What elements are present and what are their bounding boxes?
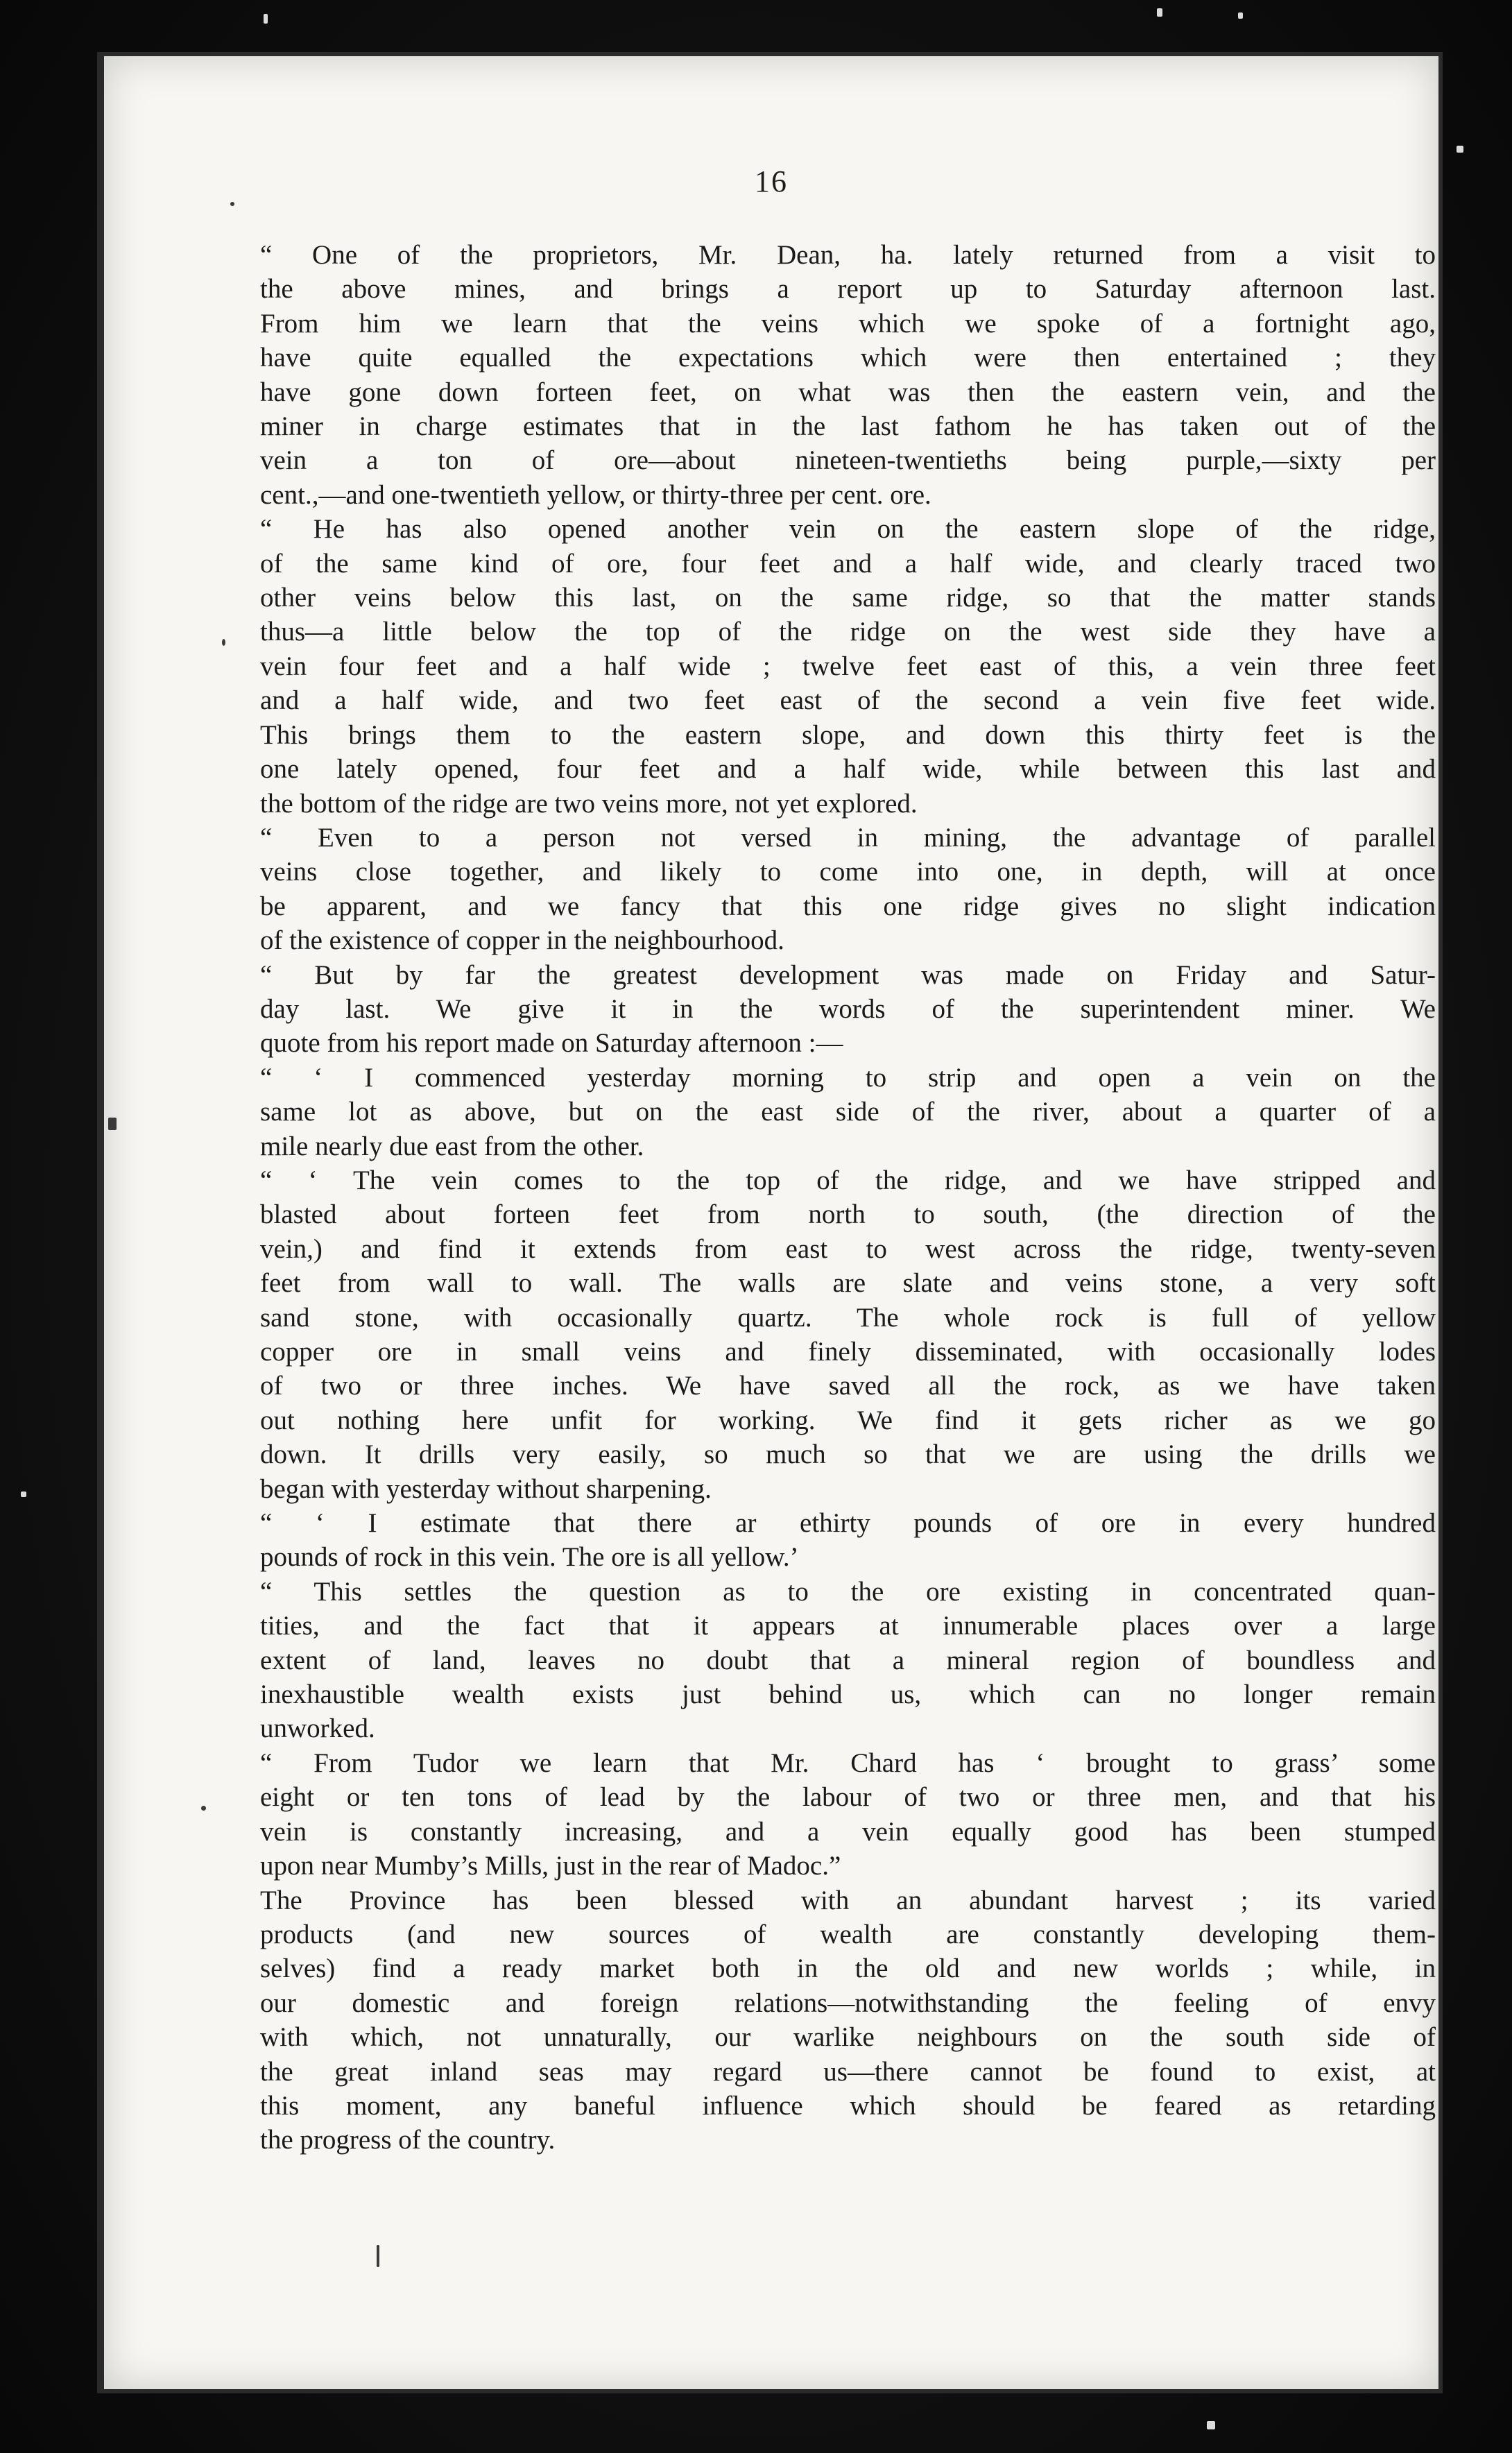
text-line: selves) find a ready market both in the old and new worlds ; while, in bbox=[260, 1954, 1436, 1984]
text-line: “ Even to a person not versed in mining, the advantage of parallel bbox=[260, 822, 1436, 853]
film-speck bbox=[1157, 8, 1162, 17]
text-line: thus—a little below the top of the ridge on the west side they have a bbox=[260, 617, 1436, 647]
text-line: out nothing here unfit for working. We find it gets richer as we go bbox=[260, 1405, 1436, 1435]
text-line: tities, and the fact that it appears at innumerable places over a large bbox=[260, 1611, 1436, 1641]
text-line: miner in charge estimates that in the last fathom he has taken out of the bbox=[260, 411, 1436, 442]
body-text bbox=[260, 238, 1436, 2157]
text-line: and a half wide, and two feet east of the second a vein five feet wide. bbox=[260, 685, 1436, 716]
text-line: “ From Tudor we learn that Mr. Chard has ‘ brought to grass’ some bbox=[260, 1747, 1436, 1778]
text-line: same lot as above, but on the east side of the river, about a quarter of a bbox=[260, 1097, 1436, 1127]
text-line: “ ‘ I commenced yesterday morning to strip and open a vein on the bbox=[260, 1062, 1436, 1093]
text-line: vein a ton of ore—about nineteen-twentieths being purple,—sixty per bbox=[260, 445, 1436, 476]
text-line: blasted about forteen feet from north to south, (the direction of the bbox=[260, 1199, 1436, 1230]
text-line: the great inland seas may regard us—there cannot be found to exist, at bbox=[260, 2056, 1436, 2087]
text-line: unworked. bbox=[260, 1713, 375, 1744]
film-speck bbox=[1457, 146, 1463, 153]
text-line: of the existence of copper in the neighbourhood. bbox=[260, 925, 784, 956]
text-line: be apparent, and we fancy that this one ridge gives no slight indication bbox=[260, 891, 1436, 921]
text-line: the bottom of the ridge are two veins more, not yet explored. bbox=[260, 788, 918, 819]
film-speck bbox=[1207, 2421, 1215, 2429]
ink-speck bbox=[108, 1118, 117, 1130]
text-line: cent.,—and one-twentieth yellow, or thirty-three per cent. ore. bbox=[260, 479, 931, 510]
text-line: down. It drills very easily, so much so that we are using the drills we bbox=[260, 1439, 1436, 1470]
text-line: upon near Mumby’s Mills, just in the rear of Madoc.” bbox=[260, 1851, 841, 1881]
text-line: “ One of the proprietors, Mr. Dean, ha. lately returned from a visit to bbox=[260, 240, 1436, 270]
text-line: the progress of the country. bbox=[260, 2125, 556, 2155]
document-page bbox=[97, 52, 1443, 2393]
text-line: one lately opened, four feet and a half wide, while between this last and bbox=[260, 754, 1436, 785]
text-line: of two or three inches. We have saved all the rock, as we have taken bbox=[260, 1371, 1436, 1401]
text-line: vein,) and find it extends from east to west across the ridge, twenty-seven bbox=[260, 1233, 1436, 1264]
text-line: sand stone, with occasionally quartz. The whole rock is full of yellow bbox=[260, 1302, 1436, 1333]
ink-speck bbox=[201, 1806, 206, 1811]
text-line: have gone down forteen feet, on what was then the eastern vein, and the bbox=[260, 377, 1436, 407]
text-line: “ ‘ I estimate that there ar ethirty pounds of ore in every hundred bbox=[260, 1508, 1436, 1539]
text-line: with which, not unnaturally, our warlike neighbours on the south side of bbox=[260, 2022, 1436, 2053]
film-speck bbox=[264, 14, 268, 24]
text-line: our domestic and foreign relations—notwithstanding the feeling of envy bbox=[260, 1988, 1436, 2018]
text-line: vein four feet and a half wide ; twelve feet east of this, a vein three feet bbox=[260, 651, 1436, 681]
text-line: From him we learn that the veins which we spoke of a fortnight ago, bbox=[260, 308, 1436, 339]
text-line: This brings them to the eastern slope, and down this thirty feet is the bbox=[260, 719, 1436, 750]
ink-speck bbox=[222, 639, 225, 646]
text-line: inexhaustible wealth exists just behind us, which can no longer remain bbox=[260, 1680, 1436, 1710]
text-line: the above mines, and brings a report up to Saturday afternoon last. bbox=[260, 274, 1436, 305]
text-line: The Province has been blessed with an abundant harvest ; its varied bbox=[260, 1885, 1436, 1915]
text-line: veins close together, and likely to come into one, in depth, will at once bbox=[260, 857, 1436, 887]
text-line: began with yesterday without sharpening. bbox=[260, 1473, 712, 1504]
text-line: other veins below this last, on the same ridge, so that the matter stands bbox=[260, 583, 1436, 613]
page-number: 16 bbox=[755, 164, 788, 198]
text-line: have quite equalled the expectations which were then entertained ; they bbox=[260, 343, 1436, 373]
text-line: quote from his report made on Saturday afternoon :— bbox=[260, 1028, 843, 1059]
text-line: feet from wall to wall. The walls are slate and veins stone, a very soft bbox=[260, 1268, 1436, 1299]
film-speck bbox=[21, 1492, 26, 1497]
ink-speck bbox=[230, 202, 234, 206]
text-line: copper ore in small veins and finely disseminated, with occasionally lodes bbox=[260, 1337, 1436, 1367]
ink-speck bbox=[377, 2245, 379, 2267]
text-line: this moment, any baneful influence which should be feared as retarding bbox=[260, 2090, 1436, 2121]
text-line: eight or ten tons of lead by the labour of two or three men, and that his bbox=[260, 1782, 1436, 1813]
text-line: “ But by far the greatest development was made on Friday and Satur- bbox=[260, 959, 1436, 990]
text-line: “ This settles the question as to the ore existing in concentrated quan- bbox=[260, 1576, 1436, 1607]
text-line: vein is constantly increasing, and a vein equally good has been stumped bbox=[260, 1816, 1436, 1847]
text-line: “ He has also opened another vein on the eastern slope of the ridge, bbox=[260, 514, 1436, 545]
text-line: mile nearly due east from the other. bbox=[260, 1131, 644, 1161]
text-line: of the same kind of ore, four feet and a half wide, and clearly traced two bbox=[260, 548, 1436, 579]
text-line: “ ‘ The vein comes to the top of the ridge, and we have stripped and bbox=[260, 1165, 1436, 1195]
text-line: day last. We give it in the words of the superintendent miner. We bbox=[260, 993, 1436, 1024]
text-line: extent of land, leaves no doubt that a mineral region of boundless and bbox=[260, 1645, 1436, 1675]
text-line: products (and new sources of wealth are constantly developing them- bbox=[260, 1919, 1436, 1949]
film-speck bbox=[1238, 12, 1243, 19]
text-line: pounds of rock in this vein. The ore is all yellow.’ bbox=[260, 1542, 799, 1573]
